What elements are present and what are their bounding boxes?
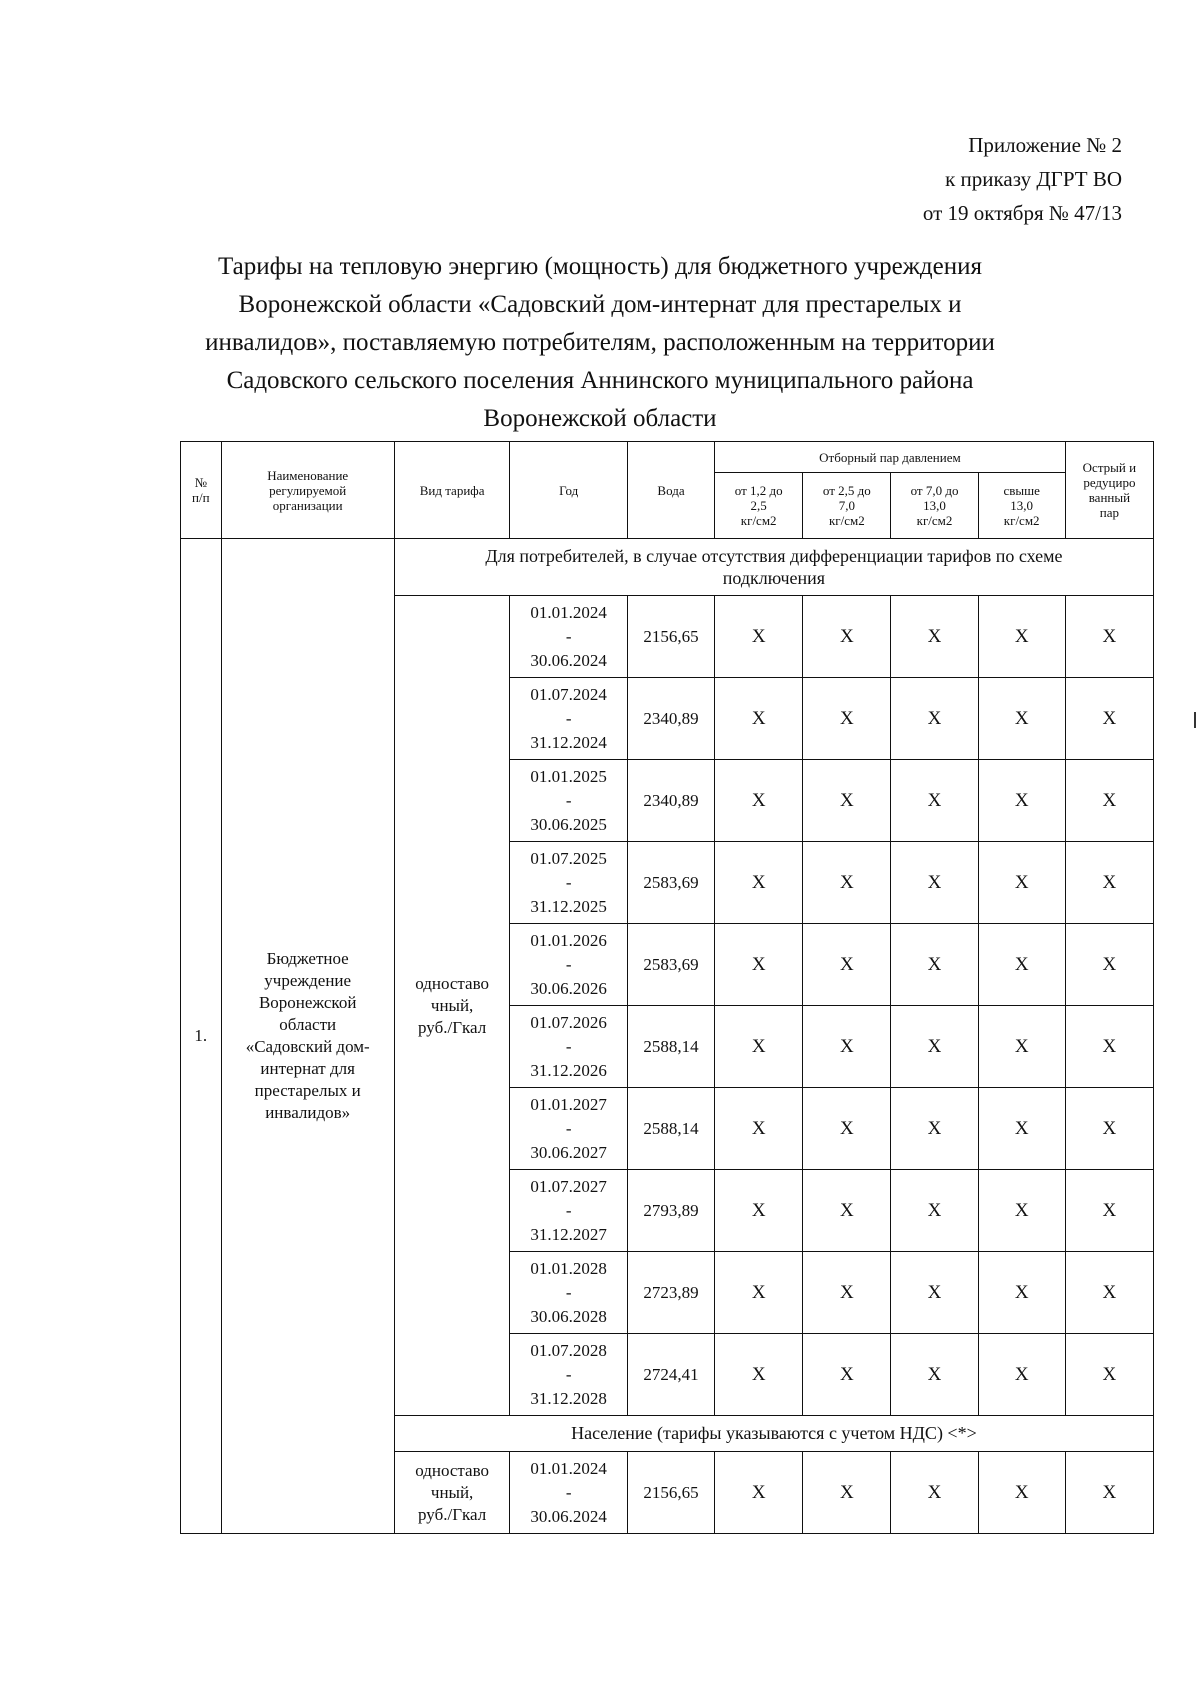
tariff-kind: [394, 1452, 510, 1534]
period-cell: [510, 924, 628, 1006]
header-text: 13,0: [923, 498, 946, 513]
steam-4-value: X: [978, 1088, 1065, 1170]
period-start: 01.01.2025: [530, 766, 607, 786]
steam-1-value: X: [715, 1006, 803, 1088]
header-text: пар: [1099, 505, 1119, 520]
appendix-line: к приказу ДГРТ ВО: [945, 167, 1122, 191]
sharp-steam-value: X: [1065, 842, 1153, 924]
steam-1-value: X: [715, 842, 803, 924]
tariff-kind-line: руб./Гкал: [418, 1017, 487, 1037]
water-value: 2340,89: [627, 678, 714, 760]
period-dash: -: [565, 1482, 572, 1502]
period-end: 30.06.2027: [530, 1142, 607, 1162]
period-dash: -: [565, 1364, 572, 1384]
steam-4-value: X: [978, 1452, 1065, 1534]
water-value: 2583,69: [627, 924, 714, 1006]
section-line: подключения: [722, 568, 826, 588]
steam-4-value: X: [978, 678, 1065, 760]
sharp-steam-value: X: [1065, 1252, 1153, 1334]
water-value: 2156,65: [627, 1452, 714, 1534]
header-water: Вода: [627, 442, 714, 539]
period-cell: [510, 1170, 628, 1252]
steam-3-value: X: [891, 1334, 978, 1416]
period-cell: [510, 1088, 628, 1170]
period-cell: [510, 1252, 628, 1334]
organization-line: области: [279, 1015, 337, 1034]
water-value: 2588,14: [627, 1006, 714, 1088]
header-text: кг/см2: [740, 513, 777, 528]
header-text: кг/см2: [916, 513, 953, 528]
period-start: 01.01.2027: [530, 1094, 607, 1114]
water-value: 2340,89: [627, 760, 714, 842]
organization-name: [221, 539, 394, 1534]
steam-1-value: X: [715, 1088, 803, 1170]
steam-2-value: X: [803, 924, 891, 1006]
organization-line: Воронежской: [258, 993, 357, 1012]
steam-3-value: X: [891, 1452, 978, 1534]
steam-1-value: X: [715, 1334, 803, 1416]
header-steam-1: [715, 473, 803, 539]
header-text: свыше: [1003, 483, 1040, 498]
tariff-kind-line: руб./Гкал: [418, 1504, 487, 1524]
period-dash: -: [565, 1282, 572, 1302]
steam-3-value: X: [891, 1006, 978, 1088]
header-number: [181, 442, 222, 539]
steam-1-value: X: [715, 596, 803, 678]
header-tariff-kind: Вид тарифа: [394, 442, 510, 539]
header-text: ванный: [1088, 490, 1131, 505]
header-text: от 2,5 до: [822, 483, 871, 498]
period-start: 01.07.2027: [530, 1176, 607, 1196]
steam-3-value: X: [891, 596, 978, 678]
period-start: 01.01.2024: [530, 602, 607, 622]
steam-2-value: X: [803, 596, 891, 678]
sharp-steam-value: X: [1065, 1452, 1153, 1534]
steam-2-value: X: [803, 1006, 891, 1088]
sharp-steam-value: X: [1065, 1334, 1153, 1416]
organization-line: Бюджетное: [266, 949, 349, 968]
row-number: 1.: [181, 539, 222, 1534]
steam-3-value: X: [891, 924, 978, 1006]
steam-4-value: X: [978, 842, 1065, 924]
sharp-steam-value: X: [1065, 678, 1153, 760]
water-value: 2588,14: [627, 1088, 714, 1170]
header-text: редуциро: [1083, 475, 1136, 490]
period-start: 01.01.2026: [530, 930, 607, 950]
period-end: 30.06.2024: [530, 650, 607, 670]
period-dash: -: [565, 1200, 572, 1220]
header-text: Наименование: [267, 467, 349, 483]
period-end: 30.06.2025: [530, 814, 607, 834]
header-organization: [221, 442, 394, 539]
period-start: 01.07.2026: [530, 1012, 607, 1032]
organization-line: учреждение: [264, 971, 352, 990]
steam-3-value: X: [891, 842, 978, 924]
title-line: Тарифы на тепловую энергию (мощность) для бюджетного учреждения: [217, 253, 983, 280]
steam-2-value: X: [803, 760, 891, 842]
steam-2-value: X: [803, 678, 891, 760]
steam-3-value: X: [891, 760, 978, 842]
steam-4-value: X: [978, 1252, 1065, 1334]
steam-1-value: X: [715, 1170, 803, 1252]
steam-3-value: X: [891, 1088, 978, 1170]
scan-edge-mark: [1194, 712, 1196, 728]
organization-line: престарелых и: [254, 1081, 361, 1100]
header-text: Острый и: [1082, 460, 1137, 475]
sharp-steam-value: X: [1065, 760, 1153, 842]
sharp-steam-value: X: [1065, 1006, 1153, 1088]
appendix-line: от 19 октября № 47/13: [922, 201, 1122, 225]
header-text: 13,0: [1010, 498, 1034, 513]
period-start: 01.07.2024: [530, 684, 607, 704]
title-line: Воронежской области «Садовский дом-интернат для престарелых и: [238, 291, 962, 318]
steam-3-value: X: [891, 678, 978, 760]
period-start: 01.01.2024: [530, 1458, 607, 1478]
period-end: 31.12.2024: [530, 732, 607, 752]
period-dash: -: [565, 708, 572, 728]
header-text: от 7,0 до: [910, 483, 959, 498]
header-steam-3: [891, 473, 978, 539]
header-text: п/п: [192, 490, 210, 505]
period-end: 31.12.2025: [530, 896, 607, 916]
section-heading-consumers: [394, 539, 1153, 596]
tariff-kind-line: чный,: [430, 1482, 474, 1502]
sharp-steam-value: X: [1065, 596, 1153, 678]
steam-3-value: X: [891, 1170, 978, 1252]
steam-2-value: X: [803, 1334, 891, 1416]
steam-2-value: X: [803, 842, 891, 924]
header-year: Год: [510, 442, 628, 539]
period-dash: -: [565, 1118, 572, 1138]
period-dash: -: [565, 790, 572, 810]
steam-1-value: X: [715, 678, 803, 760]
header-text: №: [194, 475, 207, 490]
header-steam-2: [803, 473, 891, 539]
tariff-kind-line: одноставо: [415, 973, 490, 993]
organization-line: инвалидов»: [265, 1103, 351, 1122]
period-cell: [510, 1006, 628, 1088]
tariff-kind: [394, 596, 510, 1416]
section-line: Для потребителей, в случае отсутствия дифференциации тарифов по схеме: [485, 546, 1063, 566]
steam-4-value: X: [978, 596, 1065, 678]
period-end: 31.12.2027: [530, 1224, 607, 1244]
header-sharp-steam: [1065, 442, 1153, 539]
header-text: 7,0: [838, 498, 855, 513]
steam-1-value: X: [715, 1452, 803, 1534]
period-end: 31.12.2028: [530, 1388, 607, 1408]
period-cell: [510, 596, 628, 678]
header-steam-group: Отборный пар давлением: [715, 442, 1066, 473]
steam-1-value: X: [715, 760, 803, 842]
steam-4-value: X: [978, 924, 1065, 1006]
header-text: организации: [272, 497, 343, 513]
header-text: 2,5: [750, 498, 767, 513]
period-dash: -: [565, 626, 572, 646]
steam-4-value: X: [978, 1006, 1065, 1088]
organization-line: интернат для: [260, 1059, 355, 1078]
steam-2-value: X: [803, 1088, 891, 1170]
period-end: 31.12.2026: [530, 1060, 607, 1080]
steam-3-value: X: [891, 1252, 978, 1334]
period-start: 01.07.2025: [530, 848, 607, 868]
table-header: [181, 442, 1154, 539]
period-end: 30.06.2024: [530, 1506, 607, 1526]
steam-4-value: X: [978, 1170, 1065, 1252]
sharp-steam-value: X: [1065, 1170, 1153, 1252]
water-value: 2724,41: [627, 1334, 714, 1416]
header-text: регулируемой: [269, 482, 347, 498]
section-heading-population: Население (тарифы указываются с учетом НДС) <*>: [394, 1416, 1153, 1452]
steam-4-value: X: [978, 760, 1065, 842]
period-end: 30.06.2028: [530, 1306, 607, 1326]
period-end: 30.06.2026: [530, 978, 607, 998]
organization-line: «Садовский дом-: [245, 1037, 370, 1056]
header-text: от 1,2 до: [734, 483, 783, 498]
steam-4-value: X: [978, 1334, 1065, 1416]
tariff-kind-line: чный,: [430, 995, 474, 1015]
period-cell: [510, 678, 628, 760]
water-value: 2793,89: [627, 1170, 714, 1252]
document-title: [150, 248, 1050, 438]
title-line: инвалидов», поставляемую потребителям, расположенным на территории: [205, 329, 995, 356]
water-value: 2583,69: [627, 842, 714, 924]
table-body: [181, 539, 1154, 1534]
steam-1-value: X: [715, 1252, 803, 1334]
sharp-steam-value: X: [1065, 1088, 1153, 1170]
water-value: 2156,65: [627, 596, 714, 678]
header-text: кг/см2: [1003, 513, 1040, 528]
steam-2-value: X: [803, 1252, 891, 1334]
appendix-line: Приложение № 2: [968, 133, 1122, 157]
title-line: Садовского сельского поселения Аннинского муниципального района: [226, 367, 974, 394]
header-text: кг/см2: [828, 513, 865, 528]
steam-2-value: X: [803, 1452, 891, 1534]
period-dash: -: [565, 872, 572, 892]
header-steam-4: [978, 473, 1065, 539]
period-cell: [510, 760, 628, 842]
period-cell: [510, 1334, 628, 1416]
steam-1-value: X: [715, 924, 803, 1006]
period-start: 01.01.2028: [530, 1258, 607, 1278]
tariff-kind-line: одноставо: [415, 1460, 490, 1480]
period-start: 01.07.2028: [530, 1340, 607, 1360]
tariff-table: [180, 441, 1154, 1534]
period-dash: -: [565, 954, 572, 974]
appendix-reference: [923, 128, 1122, 230]
sharp-steam-value: X: [1065, 924, 1153, 1006]
period-cell: [510, 842, 628, 924]
title-line: Воронежской области: [483, 405, 717, 432]
water-value: 2723,89: [627, 1252, 714, 1334]
period-dash: -: [565, 1036, 572, 1056]
period-cell: [510, 1452, 628, 1534]
steam-2-value: X: [803, 1170, 891, 1252]
